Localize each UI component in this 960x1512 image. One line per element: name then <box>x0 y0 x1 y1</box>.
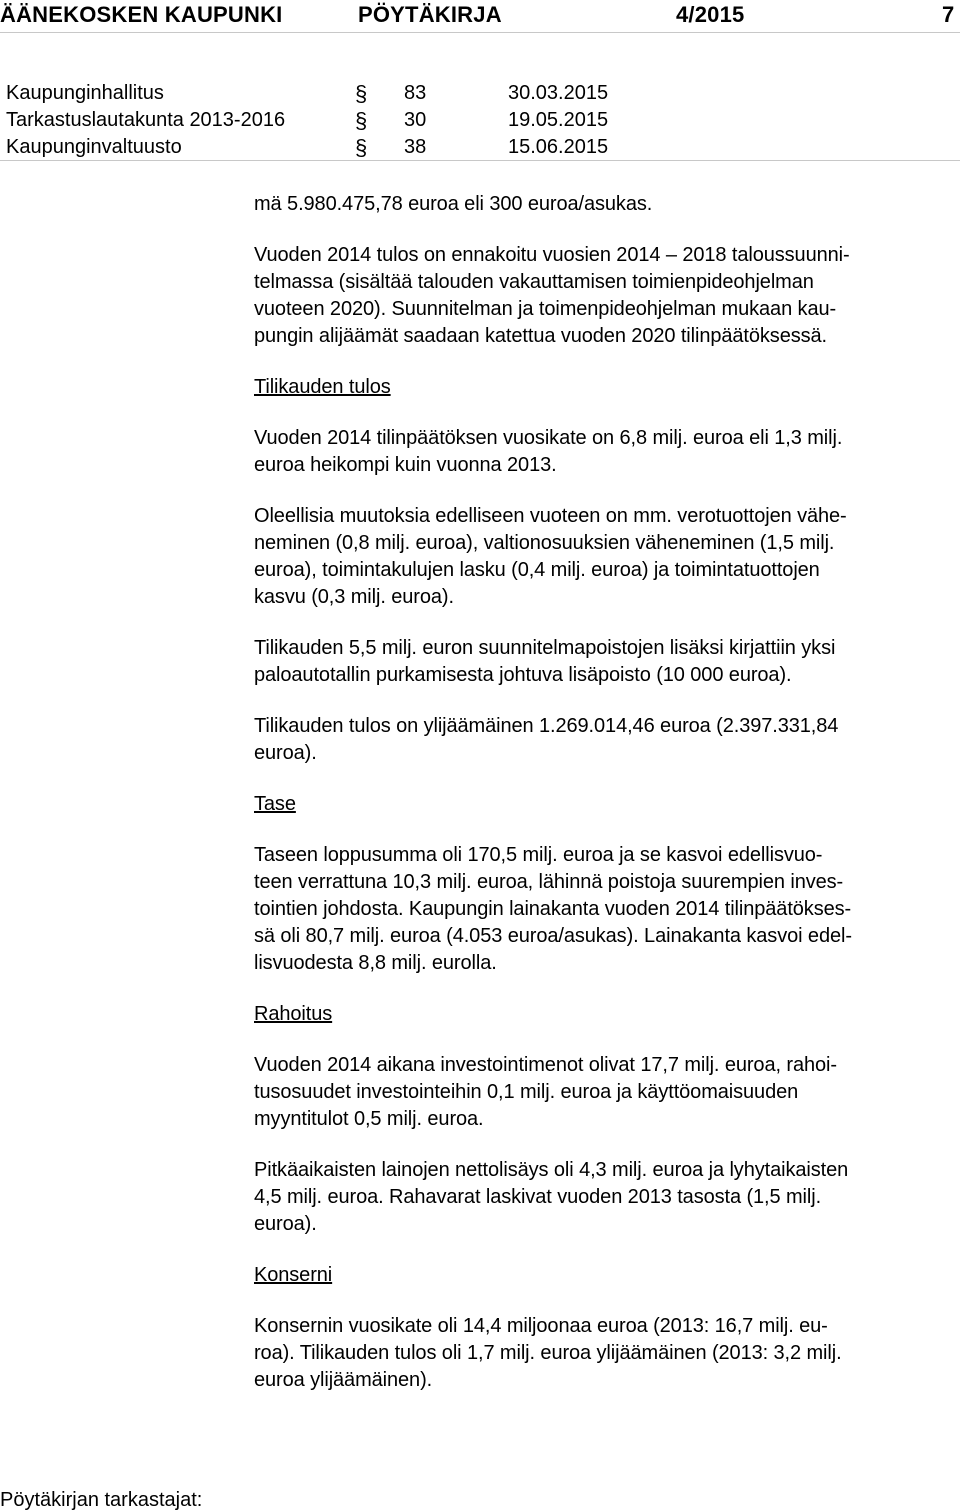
paragraph <box>254 1313 954 1394</box>
page-header <box>0 0 960 33</box>
divider <box>0 160 960 161</box>
paragraph <box>254 1157 954 1238</box>
meeting-date: 15.06.2015 <box>508 136 609 158</box>
footer-reviewers-label: Pöytäkirjan tarkastajat: <box>0 1489 203 1511</box>
text-line: euroa). <box>254 1213 317 1235</box>
meeting-row <box>0 107 960 134</box>
text-line: neminen (0,8 milj. euroa), valtionosuuksien väheneminen (1,5 milj. <box>254 532 835 554</box>
paragraph <box>254 635 954 689</box>
paragraph <box>254 1052 954 1133</box>
text-line: teen verrattuna 10,3 milj. euroa, lähinnä poistoja suurempien inves- <box>254 871 844 893</box>
meeting-body: Kaupunginvaltuusto <box>6 136 182 158</box>
paragraph <box>254 191 954 218</box>
text-line: Konsernin vuosikate oli 14,4 miljoonaa euroa (2013: 16,7 milj. eu- <box>254 1315 828 1337</box>
meeting-body: Tarkastuslautakunta 2013-2016 <box>6 109 286 131</box>
text-line: Vuoden 2014 tulos on ennakoitu vuosien 2014 – 2018 taloussuunni- <box>254 244 850 266</box>
text-line: euroa heikompi kuin vuonna 2013. <box>254 454 557 476</box>
text-line: paloautotallin purkamisesta johtuva lisäpoisto (10 000 euroa). <box>254 664 792 686</box>
section-number: 83 <box>404 82 427 104</box>
text-line: Vuoden 2014 aikana investointimenot olivat 17,7 milj. euroa, rahoi- <box>254 1054 837 1076</box>
paragraph <box>254 842 954 977</box>
document-body <box>254 191 954 1394</box>
text-line: 4,5 milj. euroa. Rahavarat laskivat vuoden 2013 tasosta (1,5 milj. <box>254 1186 822 1208</box>
section-number: 30 <box>404 109 427 131</box>
section-heading-tilikauden-tulos: Tilikauden tulos <box>254 376 391 398</box>
section-sign: § <box>355 108 368 133</box>
meeting-body: Kaupunginhallitus <box>6 82 164 104</box>
page-number: 7 <box>942 2 955 27</box>
issue-number: 4/2015 <box>676 2 745 27</box>
text-line: Oleellisia muutoksia edelliseen vuoteen on mm. verotuottojen vähe- <box>254 505 847 527</box>
text-line: Pitkäaikaisten lainojen nettolisäys oli 4,3 milj. euroa ja lyhytaikaisten <box>254 1159 849 1181</box>
section-heading-rahoitus: Rahoitus <box>254 1003 333 1025</box>
section-heading-konserni: Konserni <box>254 1264 333 1286</box>
meeting-date: 19.05.2015 <box>508 109 609 131</box>
document-type: PÖYTÄKIRJA <box>358 2 502 27</box>
meeting-list <box>0 80 960 161</box>
text-line: kasvu (0,3 milj. euroa). <box>254 586 454 608</box>
paragraph <box>254 242 954 350</box>
text-line: roa). Tilikauden tulos oli 1,7 milj. euroa ylijäämäinen (2013: 3,2 milj. <box>254 1342 842 1364</box>
text-line: euroa). <box>254 742 317 764</box>
section-sign: § <box>355 81 368 106</box>
paragraph <box>254 425 954 479</box>
text-line: euroa), toimintakulujen lasku (0,4 milj. euroa) ja toimintatuottojen <box>254 559 820 581</box>
text-line: sä oli 80,7 milj. euroa (4.053 euroa/asukas). Lainakanta kasvoi edel- <box>254 925 852 947</box>
meeting-row <box>0 134 960 161</box>
text-line: Taseen loppusumma oli 170,5 milj. euroa ja se kasvoi edellisvuo- <box>254 844 823 866</box>
text-line: mä 5.980.475,78 euroa eli 300 euroa/asukas. <box>254 193 653 215</box>
text-line: vuoteen 2020). Suunnitelman ja toimenpideohjelman mukaan kau- <box>254 298 837 320</box>
paragraph <box>254 503 954 611</box>
section-number: 38 <box>404 136 427 158</box>
text-line: euroa ylijäämäinen). <box>254 1369 433 1391</box>
text-line: Vuoden 2014 tilinpäätöksen vuosikate on 6,8 milj. euroa eli 1,3 milj. <box>254 427 843 449</box>
meeting-row <box>0 80 960 107</box>
text-line: tusosuudet investointeihin 0,1 milj. euroa ja käyttöomaisuuden <box>254 1081 799 1103</box>
text-line: telmassa (sisältää talouden vakauttamisen toimienpideohjelman <box>254 271 814 293</box>
organization-name: ÄÄNEKOSKEN KAUPUNKI <box>0 2 283 27</box>
text-line: lisvuodesta 8,8 milj. eurolla. <box>254 952 497 974</box>
text-line: Tilikauden 5,5 milj. euron suunnitelmapoistojen lisäksi kirjattiin yksi <box>254 637 836 659</box>
meeting-date: 30.03.2015 <box>508 82 609 104</box>
text-line: tointien johdosta. Kaupungin lainakanta vuoden 2014 tilinpäätökses- <box>254 898 852 920</box>
section-heading-tase: Tase <box>254 793 296 815</box>
section-sign: § <box>355 135 368 160</box>
text-line: myyntitulot 0,5 milj. euroa. <box>254 1108 484 1130</box>
paragraph <box>254 713 954 767</box>
text-line: Tilikauden tulos on ylijäämäinen 1.269.014,46 euroa (2.397.331,84 <box>254 715 839 737</box>
text-line: pungin alijäämät saadaan katettua vuoden 2020 tilinpäätöksessä. <box>254 325 828 347</box>
